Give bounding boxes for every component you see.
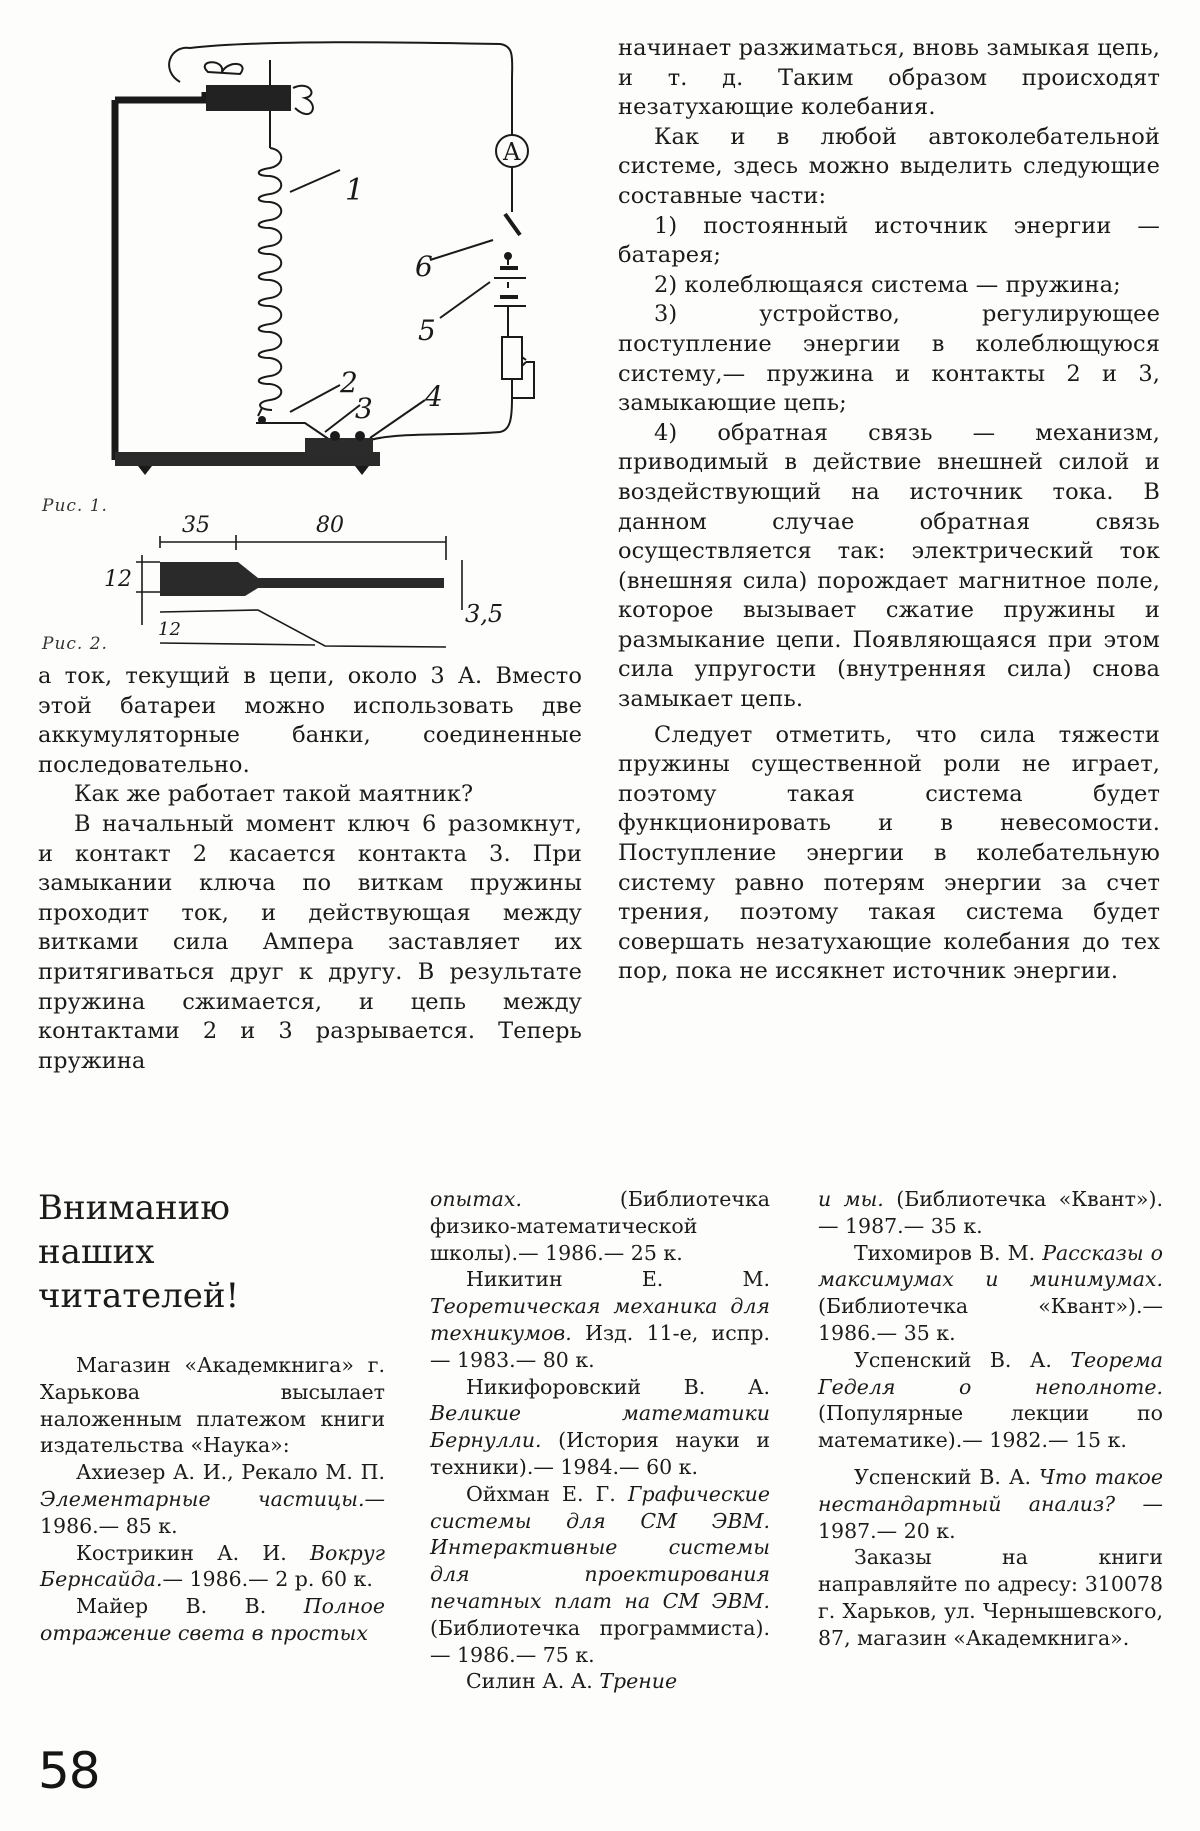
- notice-intro: Магазин «Академкнига» г. Харькова высылает наложенным платежом книги издательства «Наука»:: [40, 1353, 385, 1458]
- article-right-column: [618, 34, 1160, 987]
- book-details: — 1986.— 2 р. 60 к.: [162, 1567, 373, 1592]
- book-entry: [40, 1540, 385, 1594]
- book-author: Тихомиров В. М.: [854, 1240, 1036, 1265]
- book-entry: [818, 1347, 1163, 1454]
- book-details: — 1986.— 85 к.: [40, 1486, 385, 1538]
- book-entry: [430, 1668, 770, 1695]
- fig1-label-1: 1: [345, 173, 365, 208]
- book-title: Рассказы о максимумах и минимумах.: [818, 1240, 1163, 1292]
- book-entry: [818, 1240, 1163, 1347]
- orders-address: Заказы на книги направляйте по адресу: 310078 г. Харьков, ул. Чернышевского, 87, магазин «Академкнига».: [818, 1545, 1163, 1650]
- dim-80: 80: [316, 513, 344, 538]
- page-number: 58: [38, 1742, 100, 1800]
- book-title: Вокруг Бернсайда.: [40, 1540, 385, 1592]
- paragraph: Следует отметить, что сила тяжести пружины существенной роли не играет, поэтому такая система будет функционировать и в невесомости. Поступление энергии в колебательную систему равно потерям энергии за счет трения, поэтому такая система будет совершать незатухающие колебания до тех пор, пока не иссякнет источник энергии.: [618, 721, 1160, 985]
- book-details: (Библиотечка «Квант»).— 1986.— 35 к.: [818, 1294, 1163, 1345]
- book-entry: [430, 1266, 770, 1373]
- book-title: Великие математики Бернулли.: [430, 1401, 770, 1453]
- book-author: Никитин Е. М.: [466, 1267, 770, 1292]
- book-entry: [818, 1464, 1163, 1544]
- notice-heading: [38, 1186, 378, 1318]
- book-entry: [40, 1593, 385, 1647]
- book-title: Полное отражение света в простых: [40, 1594, 385, 1645]
- book-title: Что такое нестандартный анализ?: [818, 1464, 1163, 1516]
- figure-2-caption: Рис. 2.: [42, 634, 108, 654]
- book-author: Кострикин А. И.: [76, 1540, 287, 1565]
- fig1-label-4: 4: [425, 380, 443, 413]
- book-title-continued: и мы.: [818, 1187, 884, 1211]
- book-entry: [430, 1481, 770, 1669]
- paragraph: а ток, текущий в цепи, около 3 А. Вместо этой батареи можно использовать две аккумуляторные банки, соединенные последовательно.: [38, 663, 582, 778]
- notice-column-3: [818, 1186, 1163, 1652]
- heading-line: читателей!: [38, 1276, 240, 1316]
- notice-column-1: [40, 1352, 385, 1647]
- book-author: Майер В. В.: [76, 1594, 267, 1619]
- book-title: Теорема Геделя о неполноте.: [818, 1347, 1163, 1399]
- list-item: 1) постоянный источник энергии — батарея;: [618, 212, 1160, 269]
- book-details: (Библиотечка программиста).— 1986.— 75 к.: [430, 1615, 770, 1667]
- book-title: Трение: [599, 1669, 678, 1694]
- figure-1-caption: Рис. 1.: [42, 496, 108, 516]
- notice-column-2: [430, 1186, 770, 1695]
- book-details: (История науки и техники).— 1984.— 60 к.: [430, 1428, 770, 1479]
- book-details: Изд. 11-е, испр.— 1983.— 80 к.: [430, 1320, 770, 1372]
- book-details: — 1987.— 20 к.: [818, 1491, 1163, 1543]
- fig1-label-2: 2: [340, 366, 358, 399]
- figure-1-circuit-diagram: [0, 0, 600, 490]
- paragraph: Как и в любой автоколебательной системе, здесь можно выделить следующие составные части:: [618, 123, 1160, 209]
- heading-line: наших: [38, 1232, 155, 1272]
- fig1-label-5: 5: [418, 314, 436, 347]
- list-item: 4) обратная связь — механизм, приводимый в действие внешней силой и воздействующий на источник тока. В данном случае обратная связь осуществляется так: электрический ток (внешняя сила) порождает магнитное поле, которое вызывает сжатие пружины и размыкание цепи. Появляющаяся при этом сила упругости (внутренняя сила) снова замыкает цепь.: [618, 419, 1160, 713]
- book-title: Теоретическая механика для техникумов.: [430, 1294, 770, 1345]
- book-entry-continued: [430, 1186, 770, 1266]
- book-entry: [430, 1374, 770, 1481]
- dim-35: 35: [182, 513, 210, 538]
- book-title: Графические системы для СМ ЭВМ. Интерактивные системы для проектирования печатных плат на СМ ЭВМ.: [430, 1481, 770, 1613]
- book-entry: [40, 1459, 385, 1539]
- dim-12-height: 12: [104, 567, 132, 592]
- book-author: Ойхман Е. Г.: [466, 1481, 616, 1506]
- book-details: (Библиотечка физико-математической школы).— 1986.— 25 к.: [430, 1187, 770, 1265]
- heading-line: Вниманию: [38, 1188, 230, 1228]
- paragraph: В начальный момент ключ 6 разомкнут, и контакт 2 касается контакта 3. При замыкании ключа по виткам пружины проходит ток, и действующая между витками сила Ампера заставляет их притягиваться друг к другу. В результате пружина сжимается, и цепь между контактами 2 и 3 разрывается. Теперь пружина: [38, 810, 582, 1074]
- book-author: Успенский В. А.: [854, 1347, 1052, 1372]
- book-title: Элементарные частицы.: [40, 1486, 365, 1511]
- book-author: Силин А. А.: [466, 1669, 593, 1694]
- fig1-label-3: 3: [355, 392, 373, 425]
- paragraph: начинает разжиматься, вновь замыкая цепь, и т. д. Таким образом происходят незатухающие колебания.: [618, 35, 1160, 121]
- ammeter-label: A: [503, 138, 521, 166]
- book-title-continued: опытах.: [430, 1187, 522, 1211]
- book-entry-continued: [818, 1186, 1163, 1240]
- list-item: 3) устройство, регулирующее поступление энергии в колеблющуюся систему,— пружина и контакты 2 и 3, замыкающие цепь;: [618, 301, 1160, 417]
- book-details: (Библиотечка «Квант»).— 1987.— 35 к.: [818, 1187, 1163, 1238]
- article-left-column: [38, 662, 582, 1076]
- fig1-label-6: 6: [415, 250, 433, 283]
- dim-12-offset: 12: [158, 619, 181, 640]
- book-author: Ахиезер А. И., Рекало М. П.: [76, 1460, 385, 1485]
- book-author: Никифоровский В. А.: [466, 1374, 770, 1399]
- book-details: (Популярные лекции по математике).— 1982.— 15 к.: [818, 1401, 1163, 1453]
- list-item: 2) колеблющаяся система — пружина;: [654, 271, 1121, 298]
- book-author: Успенский В. А.: [854, 1464, 1031, 1489]
- dim-3-5: 3,5: [465, 600, 504, 628]
- paragraph: Как же работает такой маятник?: [74, 781, 474, 808]
